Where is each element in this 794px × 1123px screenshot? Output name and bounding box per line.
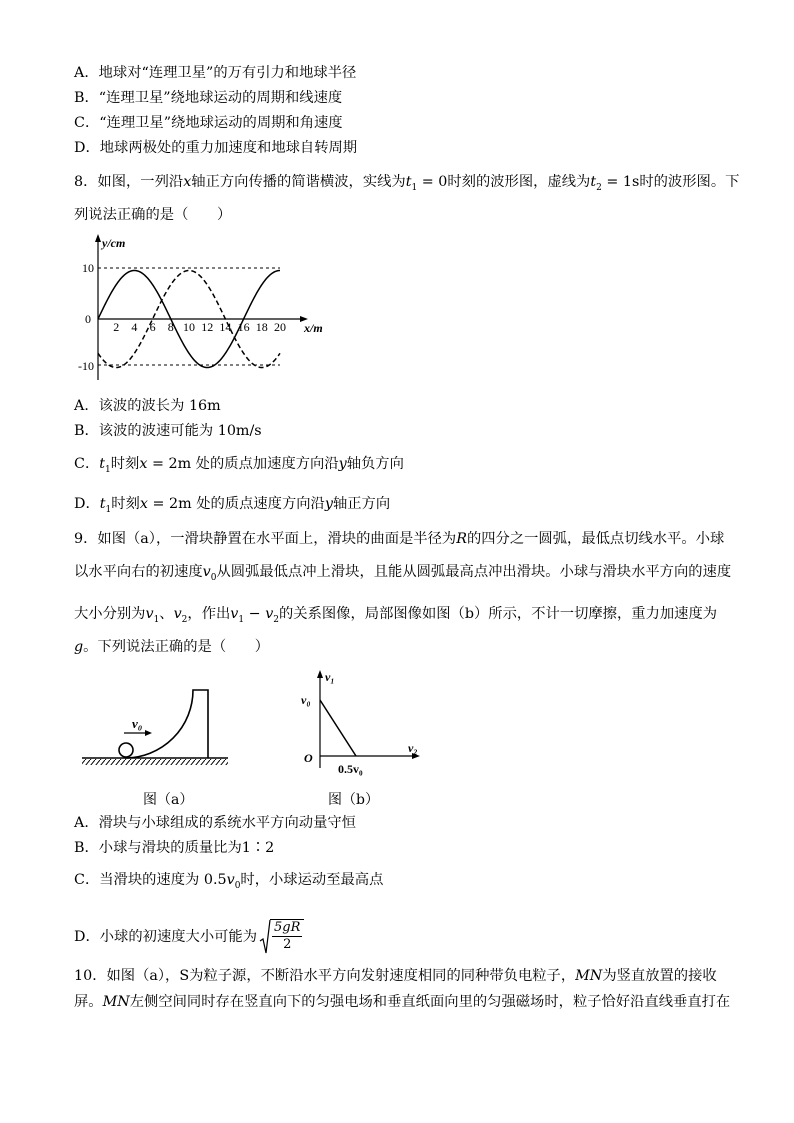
q9-option-a: A．滑块与小球组成的系统水平方向动量守恒: [74, 815, 356, 831]
fig-b-line: [320, 700, 356, 756]
x-tick-8: 8: [167, 320, 174, 334]
q9-stem-line1: 9．如图（a），一滑块静置在水平面上，滑块的曲面是半径为R的四分之一圆弧，最低点切线水平。小球: [74, 531, 725, 547]
q8-option-b: B．该波的波速可能为 10m/s: [74, 423, 262, 439]
q8-stem-line1: 8．如图，一列沿x轴正方向传播的简谐横波，实线为$t_1 = 0$时刻的波形图，虚线为$t_2 = 1s$时的波形图。下: [74, 174, 740, 193]
y-tick-neg10: -10: [78, 359, 94, 373]
fig-b-v0-label: v₀: [301, 693, 311, 707]
q7-option-d: D．地球两极处的重力加速度和地球自转周期: [74, 140, 358, 156]
q8-option-c: C．$t_1$时刻x = 2m 处的质点加速度方向沿y轴负方向: [74, 456, 404, 475]
x-tick-10: 10: [183, 320, 195, 334]
sqrt-denominator: 2: [283, 937, 292, 952]
sqrt-numerator: 5gR: [274, 920, 301, 935]
figure-b-graph: [298, 668, 423, 780]
ground-hatch: [82, 759, 228, 765]
figure-a-caption: 图（a）: [143, 792, 194, 808]
x-tick-16: 16: [237, 320, 250, 334]
q9-option-d: D．小球的初速度大小可能为 $\frac{5gR}{2}$: [74, 919, 304, 955]
figure-a-slider: [80, 670, 230, 780]
figure-b-caption: 图（b）: [328, 792, 379, 808]
q9-stem-line4: g。下列说法正确的是（ ）: [74, 639, 270, 655]
fig-b-origin: O: [304, 751, 313, 765]
q10-stem-line2: 屏。MN左侧空间同时存在竖直向下的匀强电场和垂直纸面向里的匀强磁场时，粒子恰好沿直线垂直打在: [74, 994, 731, 1010]
q8-option-d: D．$t_1$时刻x = 2m 处的质点速度方向沿y轴正方向: [74, 496, 391, 515]
q9-option-b: B．小球与滑块的质量比为1∶2: [74, 840, 275, 856]
x-tick-2: 2: [113, 320, 120, 334]
x-tick-6: 6: [149, 320, 156, 334]
origin-label: 0: [85, 312, 91, 326]
wave-chart: [80, 232, 340, 382]
x-tick-14: 14: [219, 320, 232, 334]
q8-option-a: A．该波的波长为 16m: [74, 398, 221, 414]
fig-b-y-axis-arrow: [317, 670, 323, 678]
x-axis-label: x/m: [304, 321, 323, 335]
y-tick-10: 10: [82, 261, 94, 275]
fig-b-half-v0-label: 0.5v₀: [338, 762, 363, 776]
q7-option-a: A．地球对“连理卫星”的万有引力和地球半径: [74, 65, 357, 81]
q9-stem-line2: 以水平向右的初速度$v_0$从圆弧最低点冲上滑块，且能从圆弧最高点冲出滑块。小球与滑块水平方向的速度: [74, 564, 732, 583]
y-axis-label: y/cm: [102, 236, 126, 250]
q7-option-c: C．“连理卫星”绕地球运动的周期和角速度: [74, 115, 343, 131]
sqrt-expression: [260, 919, 304, 955]
x-tick-12: 12: [201, 320, 214, 334]
q7-option-b: B．“连理卫星”绕地球运动的周期和线速度: [74, 90, 343, 106]
q9-option-c: C．当滑块的速度为 $0.5v_0$时，小球运动至最高点: [74, 872, 384, 891]
q8-stem-line2: 列说法正确的是（ ）: [74, 207, 232, 223]
sqrt-sign: [260, 919, 270, 955]
x-tick-18: 18: [255, 320, 268, 334]
x-tick-4: 4: [131, 320, 138, 334]
velocity-arrow-head: [145, 730, 152, 736]
fig-b-v1-label: v₁: [325, 670, 335, 684]
y-axis-arrow: [95, 234, 101, 242]
q10-stem-line1: 10．如图（a），S为粒子源，不断沿水平方向发射速度相同的同种带负电粒子，MN为竖直放置的接收: [74, 968, 717, 984]
fig-a-v0-label: v₀: [132, 716, 143, 731]
fig-b-v2-label: v₂: [408, 741, 418, 755]
x-tick-20: 20: [274, 320, 286, 334]
ball: [119, 743, 133, 757]
q9-stem-line3: 大小分别为$v_1$、$v_2$，作出$v_1 - v_2$的关系图像，局部图像如图（b）所示，不计一切摩擦，重力加速度为: [74, 606, 718, 625]
